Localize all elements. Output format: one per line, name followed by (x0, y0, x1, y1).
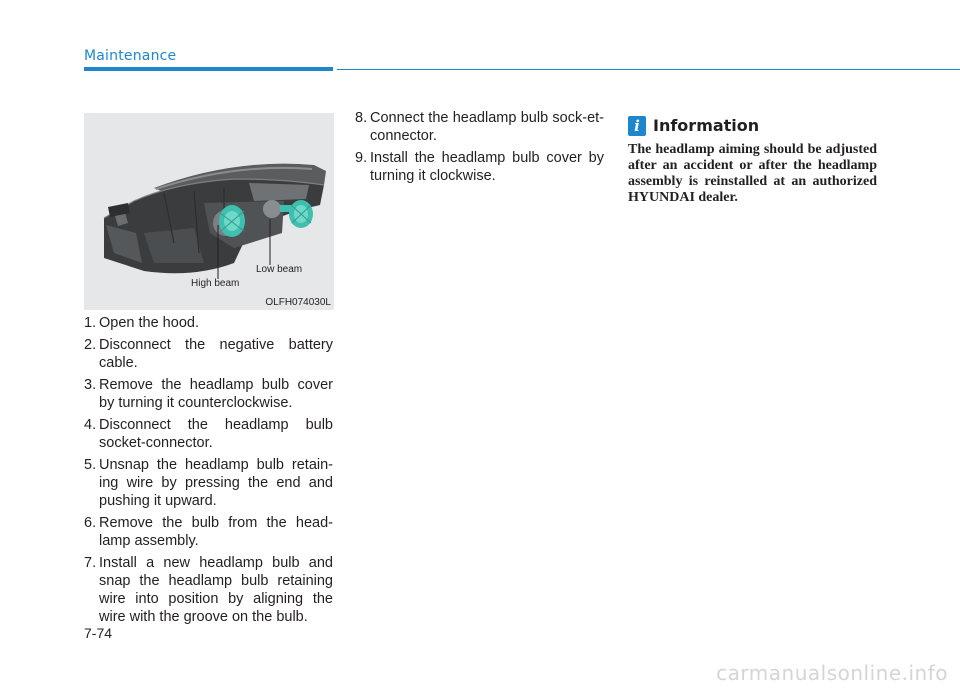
step-text: Remove the bulb from the head-lamp assembly. (99, 515, 333, 549)
header-rule-thin (337, 69, 960, 70)
step-text: Remove the headlamp bulb cover by turning it counterclockwise. (99, 377, 333, 411)
list-item (84, 514, 333, 550)
list-item (355, 109, 604, 145)
list-item (84, 416, 333, 452)
figure-code: OLFH074030L (265, 297, 331, 308)
step-number: 5. (84, 457, 97, 473)
headlamp-illustration (84, 113, 334, 310)
step-number: 1. (84, 315, 97, 331)
step-number: 9. (355, 150, 368, 166)
step-text: Open the hood. (99, 315, 199, 331)
information-body: The headlamp aiming should be adjusted after an accident or after the headlamp assembly is reinstalled at an authorized HYUNDAI dealer. (628, 142, 877, 205)
list-item (84, 456, 333, 510)
steps-list-left (84, 314, 333, 630)
step-text: Install a new headlamp bulb and snap the headlamp bulb retaining wire into position by aligning the wire with the groove on the bulb. (99, 555, 333, 625)
step-text: Connect the headlamp bulb sock-et-connector. (370, 110, 604, 144)
step-text: Install the headlamp bulb cover by turning it clockwise. (370, 150, 604, 184)
step-text: Disconnect the headlamp bulb socket-connector. (99, 417, 333, 451)
step-text: Disconnect the negative battery cable. (99, 337, 333, 371)
page-number: 7-74 (84, 625, 113, 641)
low-beam-label: Low beam (256, 264, 303, 275)
information-title: Information (653, 116, 760, 135)
list-item (84, 554, 333, 626)
list-item (84, 376, 333, 412)
step-number: 6. (84, 515, 97, 531)
step-number: 7. (84, 555, 97, 571)
header-rule-thick (84, 67, 333, 71)
high-beam-label: High beam (191, 278, 240, 289)
list-item (355, 149, 604, 185)
list-item (84, 314, 333, 332)
step-text: Unsnap the headlamp bulb retain-ing wire by pressing the end and pushing it upward. (99, 457, 333, 509)
step-number: 2. (84, 337, 97, 353)
watermark: carmanualsonline.info (716, 661, 948, 685)
steps-list-right (355, 109, 604, 189)
list-item (84, 336, 333, 372)
step-number: 8. (355, 110, 368, 126)
section-title: Maintenance (84, 48, 177, 64)
info-icon: i (628, 116, 646, 136)
step-number: 4. (84, 417, 97, 433)
step-number: 3. (84, 377, 97, 393)
